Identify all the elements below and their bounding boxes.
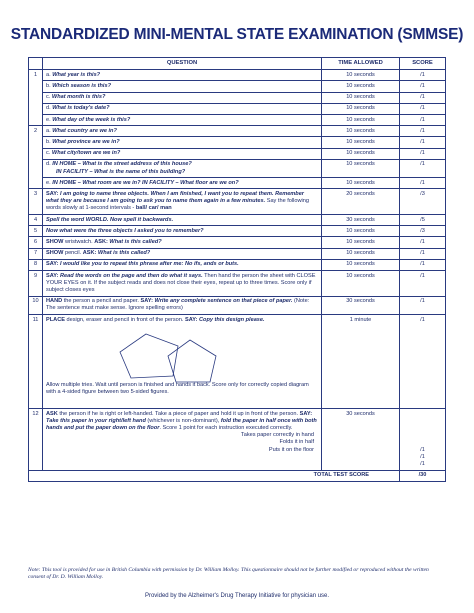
table-row: [29, 159, 446, 177]
table-row: [29, 81, 446, 92]
number-header: [29, 58, 43, 70]
time-cell: 10 seconds: [322, 178, 400, 189]
question-header: QUESTION: [43, 58, 322, 70]
question-text: e. What day of the week is this?: [43, 115, 322, 126]
table-row: [29, 126, 446, 137]
score-cell: /1: [400, 92, 446, 103]
question-text: a. What country are we in?: [43, 126, 322, 137]
footer-text: Provided by the Alzheimer's Drug Therapy Initiative for physician use.: [144, 593, 330, 599]
time-cell: 10 seconds: [322, 70, 400, 81]
time-cell: 30 seconds: [322, 409, 400, 471]
question-number: 9: [29, 271, 43, 297]
score-cell: /3: [400, 189, 446, 215]
table-row: [29, 296, 446, 314]
table-row: [29, 178, 446, 189]
question-number: 2: [29, 126, 43, 189]
question-number: 8: [29, 259, 43, 270]
question-text: b. What province are we in?: [43, 137, 322, 148]
question-text: SAY: Read the words on the page and then do what it says. Then hand the person the sheet with CLOSE YOUR EYES on it. If the subject reads and does not close their eyes, repeat up to three times. Score only if subject closes eyes: [43, 271, 322, 297]
score-header: SCORE: [400, 58, 446, 70]
question-number: 1: [29, 70, 43, 126]
time-cell: 30 seconds: [322, 215, 400, 226]
time-cell: 10 seconds: [322, 103, 400, 114]
total-row: [29, 470, 446, 481]
question-number: 11: [29, 315, 43, 409]
score-cell: /5: [400, 215, 446, 226]
time-header: TIME ALLOWED: [322, 58, 400, 70]
table-row: [29, 148, 446, 159]
question-text: HAND the person a pencil and paper. SAY: Write any complete sentence on that piece of paper. (Note: The sentence must make sense. Ignore spelling errors): [43, 296, 322, 314]
time-cell: 10 seconds: [322, 159, 400, 177]
question-text: ASK the person if he is right or left-handed. Take a piece of paper and hold it up in front of the person. SAY: Take this paper in your right/left hand (whichever is non-dominant), fold the paper in half once with both hands and put the paper down on the floor. Score 1 point for each instruction executed correctly. Takes paper correctly in hand Folds it in half Puts it on the floor: [43, 409, 322, 471]
table-row: [29, 259, 446, 270]
question-text: a. What year is this?: [43, 70, 322, 81]
question-text: c. What city/town are we in?: [43, 148, 322, 159]
question-text: SAY: I am going to name three objects. When I am finished, I want you to repeat them. Remember what they are because I am going to ask you to name them again in a few minutes. Say the following words slowly at 1-second intervals - ball/ car/ man: [43, 189, 322, 215]
question-text: c. What month is this?: [43, 92, 322, 103]
table-row: [29, 115, 446, 126]
time-cell: 10 seconds: [322, 126, 400, 137]
time-cell: 10 seconds: [322, 115, 400, 126]
table-row: [29, 103, 446, 114]
score-cell: /1: [400, 148, 446, 159]
score-cell: /1: [400, 237, 446, 248]
smmse-table: [28, 57, 446, 482]
table-row: [29, 226, 446, 237]
time-cell: 10 seconds: [322, 92, 400, 103]
time-cell: 20 seconds: [322, 189, 400, 215]
score-cell: /1: [400, 296, 446, 314]
time-cell: 10 seconds: [322, 137, 400, 148]
score-cell: /1: [400, 137, 446, 148]
time-cell: 10 seconds: [322, 81, 400, 92]
table-row: [29, 409, 446, 471]
time-cell: 10 seconds: [322, 148, 400, 159]
question-number: 4: [29, 215, 43, 226]
score-cell: /1: [400, 103, 446, 114]
table-row: [29, 70, 446, 81]
instruction-item: Folds it in half: [279, 439, 314, 446]
time-cell: 10 seconds: [322, 248, 400, 259]
question-number: 7: [29, 248, 43, 259]
question-number: 3: [29, 189, 43, 215]
time-cell: 10 seconds: [322, 226, 400, 237]
instruction-item: Puts it on the floor: [268, 446, 314, 453]
page-title: STANDARDIZED MINI-MENTAL STATE EXAMINATION (SMMSE): [10, 26, 464, 43]
question-number: 10: [29, 296, 43, 314]
intersecting-pentagons-icon: [106, 328, 256, 386]
instruction-item: Takes paper correctly in hand: [240, 432, 314, 439]
question-text: d. What is today's date?: [43, 103, 322, 114]
question-text: SHOW wristwatch. ASK: What is this called?: [43, 237, 322, 248]
score-cell: /1: [400, 159, 446, 177]
total-label: TOTAL TEST SCORE: [29, 470, 400, 481]
score-cell: /1: [400, 115, 446, 126]
pentagon-design-figure: [46, 324, 318, 382]
score-cell: /1: [400, 178, 446, 189]
table-row: [29, 137, 446, 148]
question-number: 6: [29, 237, 43, 248]
permission-note: Note: This tool is provided for use in British Columbia with permission by Dr. William Molloy. This questionnaire should not be further modified or reproduced without the written consent of Dr. D. William Molloy.: [28, 567, 429, 581]
score-cell: /3: [400, 226, 446, 237]
question-text: SHOW pencil. ASK: What is this called?: [43, 248, 322, 259]
table-row: [29, 237, 446, 248]
question-number: 12: [29, 409, 43, 471]
time-cell: 10 seconds: [322, 237, 400, 248]
question-text: b. Which season is this?: [43, 81, 322, 92]
table-row: [29, 248, 446, 259]
item-score: /1: [420, 460, 425, 467]
item-score: /1: [420, 446, 425, 453]
score-cell: [400, 409, 446, 471]
question-text: Spell the word WORLD. Now spell it backwards.: [43, 215, 322, 226]
total-score: /30: [400, 470, 446, 481]
table-row: [29, 189, 446, 215]
time-cell: 30 seconds: [322, 296, 400, 314]
score-cell: /1: [400, 126, 446, 137]
score-cell: /1: [400, 81, 446, 92]
score-cell: /1: [400, 70, 446, 81]
score-cell: /1: [400, 259, 446, 270]
score-cell: /1: [400, 315, 446, 409]
question-number: 5: [29, 226, 43, 237]
question-text: PLACE design, eraser and pencil in front of the person. SAY: Copy this design please. Allow multiple tries. Wait until person is finished and hands it back. Score only for correctly copied diagram with a 4-sided figure between two 5-sided figures.: [43, 315, 322, 409]
time-cell: 10 seconds: [322, 259, 400, 270]
table-row: [29, 271, 446, 297]
score-cell: /1: [400, 271, 446, 297]
time-cell: 1 minute: [322, 315, 400, 409]
table-row: [29, 215, 446, 226]
question-text: e. IN HOME – What room are we in? IN FACILITY – What floor are we on?: [43, 178, 322, 189]
score-cell: /1: [400, 248, 446, 259]
question-text: d. IN HOME – What is the street address of this house? IN FACILITY – What is the name of this building?: [43, 159, 322, 177]
question-text: Now what were the three objects I asked you to remember?: [43, 226, 322, 237]
item-score: /1: [420, 453, 425, 460]
time-cell: 10 seconds: [322, 271, 400, 297]
table-row: [29, 92, 446, 103]
table-row: [29, 315, 446, 409]
question-text: SAY: I would like you to repeat this phrase after me: No ifs, ands or buts.: [43, 259, 322, 270]
table-header-row: [29, 58, 446, 70]
